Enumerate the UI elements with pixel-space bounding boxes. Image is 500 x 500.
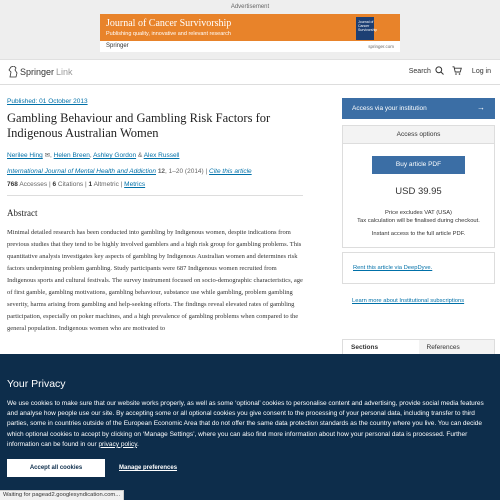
- logo-text: Springer: [20, 67, 55, 77]
- access-options-heading: Access options: [343, 126, 494, 144]
- author-link[interactable]: Nerilee Hing: [7, 152, 43, 159]
- article-price: USD 39.95: [395, 186, 442, 197]
- sidebar: [342, 98, 495, 351]
- accesses-count: 768: [7, 181, 18, 188]
- deepdyve-rent-link[interactable]: Rent this article via DeepDyve.: [353, 265, 433, 271]
- advertisement-bar: [0, 0, 500, 60]
- article-main: [7, 98, 303, 335]
- privacy-text: We use cookies to make sure that our website works properly, as well as some ‘optional’ cookies to personalise content and advertising, provide social media features and analyse how people use our site. By accepting some or all optional cookies you give consent to the processing of your personal data, including transfer to third parties, some in countries outside of the European Economic Area that do not offer the same data protection standards as the country where you live. You can decide which optional cookies to accept by clicking on ‘Manage Settings’, where you can also find more information about how your personal data is processed. Further information can be found in our: [7, 400, 484, 448]
- privacy-actions: [7, 459, 493, 477]
- sidebar-tabs: [342, 339, 495, 355]
- privacy-heading: Your Privacy: [7, 378, 66, 390]
- ad-title: Journal of Cancer Survivorship: [106, 18, 232, 29]
- arrow-right-icon: →: [477, 103, 485, 112]
- logo-subtext: Link: [56, 67, 73, 77]
- abstract-heading: Abstract: [7, 208, 38, 218]
- springer-horse-icon: [8, 66, 18, 78]
- ad-cover-title: Journal of Cancer Survivorship: [358, 20, 378, 32]
- ad-journal-cover: [356, 17, 378, 40]
- access-options-box: [342, 125, 495, 248]
- manage-preferences-link[interactable]: Manage preferences: [119, 465, 178, 472]
- header-nav: [405, 66, 491, 77]
- author-list: Nerilee Hing ✉, Helen Breen, Ashley Gordon & Alex Russell: [7, 152, 180, 159]
- mail-icon[interactable]: ✉: [42, 152, 51, 159]
- cookie-consent-banner: [0, 354, 500, 500]
- login-link[interactable]: Log in: [471, 68, 491, 75]
- journal-citation: International Journal of Mental Health and Addiction 12, 1–20 (2014) | Cite this article: [7, 168, 252, 175]
- author-link[interactable]: Helen Breen: [53, 152, 90, 159]
- article-metrics: 768 Accesses | 6 Citations | 1 Altmetric | Metrics: [7, 181, 146, 188]
- citations-count: 6: [52, 181, 57, 188]
- journal-volume: 12: [157, 168, 166, 175]
- author-link[interactable]: Ashley Gordon: [93, 152, 137, 159]
- rent-box: [342, 252, 495, 284]
- published-date[interactable]: Published: 01 October 2013: [7, 98, 88, 105]
- accesses-label: Accesses: [19, 181, 48, 188]
- institutional-subscriptions: [342, 298, 495, 304]
- ad-subtitle: Publishing quality, innovative and relevant research: [106, 31, 231, 37]
- ad-brand: Springer: [106, 43, 129, 49]
- price-note: [347, 209, 490, 225]
- purchase-panel: [343, 144, 494, 247]
- article-title: Gambling Behaviour and Gambling Risk Factors for Indigenous Australian Women: [7, 111, 271, 140]
- institution-access-label: Access via your institution: [352, 105, 427, 112]
- altmetric-count: 1: [88, 181, 93, 188]
- privacy-policy-link[interactable]: privacy policy: [98, 440, 137, 448]
- ad-banner[interactable]: [100, 14, 400, 52]
- accept-cookies-button[interactable]: Accept all cookies: [7, 459, 105, 477]
- instant-access-note: Instant access to the full article PDF.: [371, 231, 466, 237]
- altmetric-label: Altmetric: [93, 181, 119, 188]
- divider: [7, 195, 303, 196]
- cart-icon[interactable]: [452, 66, 462, 77]
- institutional-subscriptions-link[interactable]: Learn more about Institutional subscriptions: [352, 298, 465, 304]
- ad-footer-strip: [100, 41, 400, 52]
- metrics-link[interactable]: Metrics: [124, 181, 146, 188]
- site-header: [0, 61, 500, 85]
- search-icon[interactable]: [435, 66, 444, 77]
- browser-status-bar: Waiting for pagead2.googlesyndication.com...: [0, 490, 124, 500]
- cite-link[interactable]: Cite this article: [209, 168, 252, 175]
- journal-pages: , 1–20 (2014): [165, 168, 204, 175]
- citations-label: Citations: [57, 181, 84, 188]
- institution-access-button[interactable]: [342, 98, 495, 119]
- vat-note: Price excludes VAT (USA): [384, 210, 452, 216]
- tab-references[interactable]: References: [426, 344, 460, 351]
- journal-link[interactable]: International Journal of Mental Health and Addiction: [7, 168, 156, 175]
- buy-pdf-button[interactable]: Buy article PDF: [372, 156, 465, 174]
- springer-link-logo[interactable]: [8, 66, 73, 78]
- privacy-period: .: [136, 440, 139, 448]
- ad-url: springer.com: [368, 44, 394, 49]
- privacy-body: [7, 399, 493, 450]
- search-link[interactable]: Search: [408, 68, 431, 75]
- advertisement-label: Advertisement: [230, 4, 270, 10]
- tab-sections[interactable]: Sections: [343, 340, 419, 354]
- author-link[interactable]: Alex Russell: [143, 152, 180, 159]
- abstract-text: Minimal detailed research has been conducted into gambling by Indigenous women, despite indications from previous studies that they tend to be highly involved gamblers and a high risk group for gambling problems. This quantitative analysis investigates key aspects of gambling by Indigenous Australian women and determines risk factors underpinning problem gambling. Study participants were 687 Indigenous women recruited from Indigenous sports and cultural festivals. The survey instrument focused on socio-demographic characteristics, age of first gamble, gambling motivations, gambling behaviour, substance use while gambling, problem gambling severity, harms arising from gambling and help-seeking efforts. The findings reveal elevated rates of gambling participation, especially on poker machines, and a high prevalence of gambling problems when compared to the general population. Indigenous women who are motivated to: [7, 229, 303, 332]
- author-and: &: [137, 152, 143, 159]
- tax-note: Tax calculation will be finalised during checkout.: [357, 218, 480, 224]
